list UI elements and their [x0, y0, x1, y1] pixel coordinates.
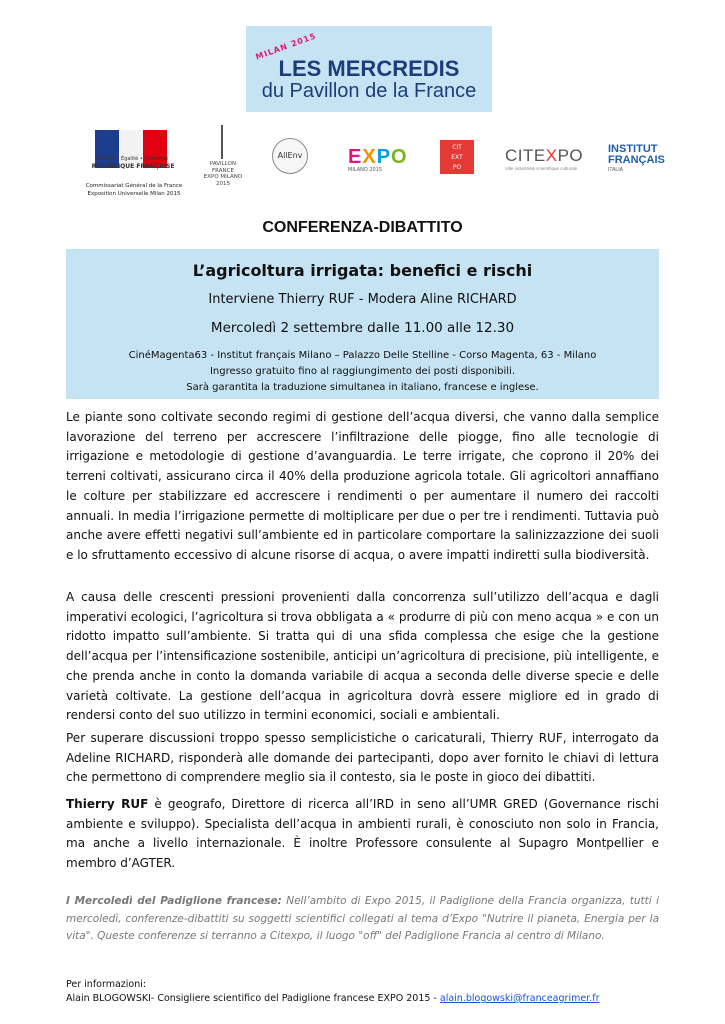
contact-line: Alain BLOGOWSKI- Consigliere scientifico del Padiglione francese EXPO 2015 - alain.blogowski@franceagrimer.fr	[66, 993, 600, 1004]
footnote-text: Nell’ambito di Expo 2015, il Padiglione della Francia organizza, tutti i mercoledì, conferenze-dibattiti su soggetti scientifici collegati al tema d’Expo "Nutrire il pianeta, Energia per la vita". Queste conferenze si terranno a Citexpo, il luogo "off" del Padiglione Francia al centro di Milano.	[66, 895, 659, 942]
banner-subtitle: du Pavillon de la France	[261, 80, 477, 102]
body-paragraph-4	[66, 795, 659, 874]
contact-info	[66, 978, 686, 1006]
citexpo-red-logo: CIT EXT PO	[440, 140, 474, 174]
pavillon-france-logo: PAVILLON FRANCE EXPO MILANO 2015	[205, 125, 241, 195]
event-title: L’agricoltura irrigata: benefici e rischi	[192, 261, 533, 280]
citexpo-logo: CITEXPO Ville industriale scientifique culturale	[505, 146, 584, 171]
speaker-bio: è geografo, Direttore di ricerca all’IRD in seno all’UMR GRED (Governance rischi ambiente e sviluppo). Specialista dell’acqua in ambienti rurali, è conosciuto non solo in Francia, ma anche a livello internazionale. È inoltre Professore consulente al Supagro Montpellier e membro d’AGTER.	[66, 797, 659, 871]
event-entry: Ingresso gratuito fino al raggiungimento dei posti disponibili.	[209, 366, 515, 377]
event-speakers: Interviene Thierry RUF - Modera Aline RICHARD	[208, 292, 517, 307]
banner-title: LES MERCREDIS	[278, 56, 460, 81]
footnote	[66, 893, 659, 946]
event-info-box	[66, 249, 659, 399]
contact-heading: Per informazioni:	[66, 979, 147, 990]
body-paragraph-1: Le piante sono coltivate secondo regimi di gestione dell’acqua diversi, che vanno dalla semplice lavorazione del terreno per accrescere l’infiltrazione delle piogge, fino alle tecnologie di irrigazione e metodologie di gestione d’avanguardia. Le terre irrigate, che coprono il 20% dei terreni coltivati, assicurano circa il 40% della produzione agricola totale. Gli agricoltori annaffiano le colture per stabilizzare ed accrescere i rendimenti o per aumentare il numero dei raccolti annuali. In media l’irrigazione permette di moltiplicare per due o per tre i rendimenti. Tuttavia può anche avere effetti negativi sull’ambiente ed in particolare comportare la salinizzazzione dei suoli e lo sfruttamento eccessivo di alcune risorse di acqua, o avere impatti indiretti sulla biodiversità.	[66, 410, 659, 562]
event-translation: Sarà garantita la traduzione simultanea in italiano, francese e inglese.	[186, 382, 539, 393]
republique-francaise-text: Liberté • Égalité • Fraternité RÉPUBLIQUE FRANÇAISE	[91, 156, 175, 170]
banner-milan: MILAN 2015	[254, 31, 318, 62]
body-paragraph-3: Per superare discussioni troppo spesso semplicistiche o caricaturali, Thierry RUF, interrogato da Adeline RICHARD, risponderà alle domande dei partecipanti, dopo aver fornito le chiavi di lettura che permettono di comprendere meglio sia il contesto, sia le poste in gioco dei dibattiti.	[66, 731, 659, 785]
allenv-logo: AllEnv	[272, 138, 308, 174]
body-paragraph-2: A causa delle crescenti pressioni provenienti dalla concorrenza sull’utilizzo dell’acqua e dagli imperativi ecologici, l’agricoltura si trova obbligata a « produrre di più con meno acqua » e con un ridotto impatto sull’ambiente. Si tratta qui di una sfida complessa che esige che la gestione dell’acqua per l’intensificazione sostenibile, anticipi un’agricoltura di precisione, più intelligente, e che prenda anche in conto la domanda variabile di acqua a seconda delle diverse specie e delle varietà coltivate. La gestione dell’acqua in agricoltura dovrà essere migliore ed in grado di rendersi conto del suo utilizzo in termini economici, sociali e ambientali.	[66, 590, 659, 723]
partner-logos	[0, 120, 725, 200]
expo-milano-logo: EXPO MILANO 2015	[348, 146, 408, 173]
speaker-name: Thierry RUF	[66, 797, 149, 811]
tower-icon	[221, 125, 223, 159]
conference-title: CONFERENZA-DIBATTITO	[262, 219, 463, 236]
event-details	[66, 348, 659, 396]
footnote-label: I Mercoledì del Padiglione francese:	[66, 895, 282, 907]
event-venue: CinéMagenta63 - Institut français Milano – Palazzo Delle Stelline - Corso Magenta, 63 - Milano	[128, 350, 597, 361]
event-banner	[246, 26, 492, 112]
institut-francais-logo: INSTITUT FRANÇAIS ITALIA	[608, 143, 665, 173]
contact-email-link[interactable]: alain.blogowski@franceagrimer.fr	[439, 993, 600, 1004]
event-datetime: Mercoledì 2 settembre dalle 11.00 alle 12.30	[210, 320, 515, 336]
commissariat-text: Commissariat Général de la France Exposition Universelle Milan 2015	[85, 183, 183, 197]
